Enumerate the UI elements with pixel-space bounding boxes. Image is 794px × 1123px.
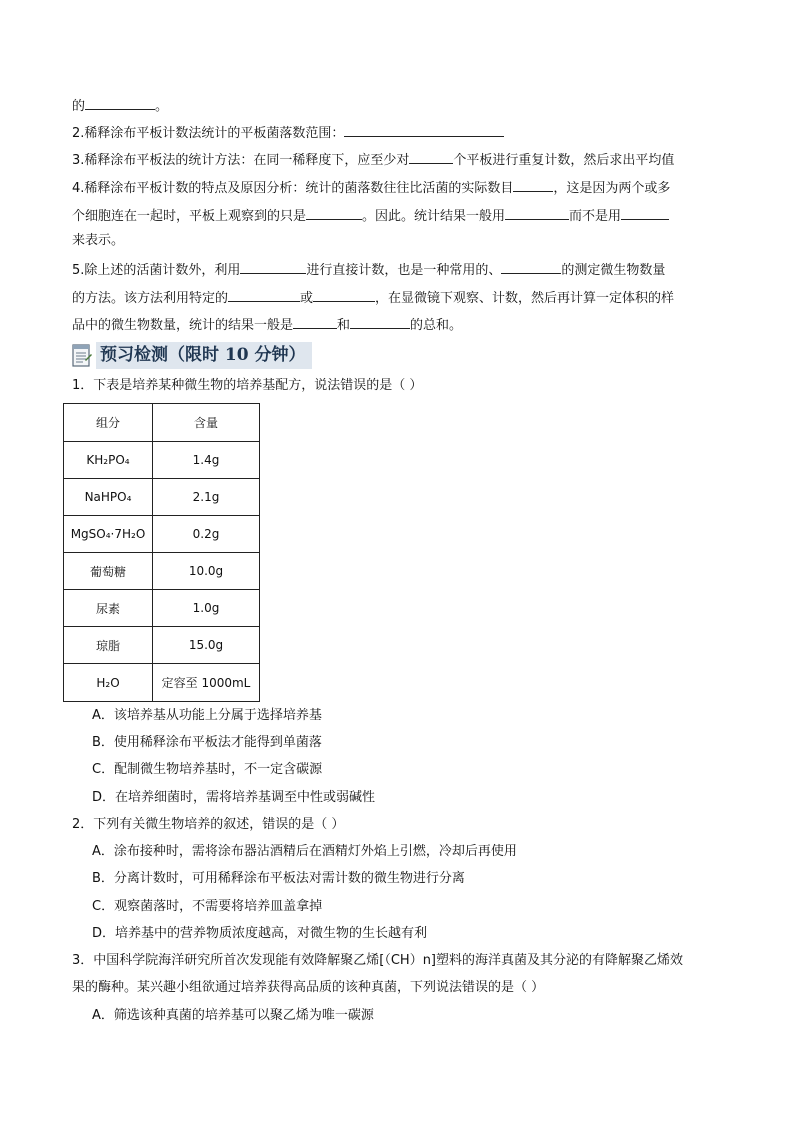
answer-blank[interactable] bbox=[501, 260, 561, 274]
table-cell: 尿素 bbox=[64, 590, 153, 627]
table-cell: 2.1g bbox=[153, 479, 260, 516]
answer-blank[interactable] bbox=[344, 123, 504, 137]
answer-blank[interactable] bbox=[228, 288, 300, 302]
table-cell: H₂O bbox=[64, 664, 153, 702]
intro-line-5: 个细胞连在一起时，平板上观察到的只是 。因此。统计结果一般用 而不是用 bbox=[72, 206, 669, 225]
section-heading bbox=[72, 342, 312, 369]
answer-blank[interactable] bbox=[621, 206, 669, 220]
option-d[interactable]: D．培养基中的营养物质浓度越高，对微生物的生长越有利 bbox=[92, 926, 428, 941]
table-cell: NaHPO₄ bbox=[64, 479, 153, 516]
question-1-stem: 1．下表是培养某种微生物的培养基配方，说法错误的是（ ） bbox=[72, 378, 423, 393]
question-3-stem: 3．中国科学院海洋研究所首次发现能有效降解聚乙烯[（CH）n]塑料的海洋真菌及其分泌的有降解聚乙烯效 bbox=[72, 953, 684, 968]
question-3-stem-cont: 果的酶种。某兴趣小组欲通过培养获得高品质的该种真菌，下列说法错误的是（ ） bbox=[72, 980, 545, 995]
intro-line-9: 品中的微生物数量，统计的结果一般是 和 的总和。 bbox=[72, 315, 462, 334]
table-header: 组分 bbox=[64, 404, 153, 442]
answer-blank[interactable] bbox=[350, 315, 410, 329]
option-d[interactable]: D．在培养细菌时，需将培养基调至中性或弱碱性 bbox=[92, 790, 376, 805]
table-cell: 0.2g bbox=[153, 516, 260, 553]
table-cell: 15.0g bbox=[153, 627, 260, 664]
table-cell: 1.4g bbox=[153, 442, 260, 479]
answer-blank[interactable] bbox=[409, 150, 453, 164]
table-row bbox=[64, 442, 260, 479]
table-row bbox=[64, 664, 260, 702]
option-b[interactable]: B．使用稀释涂布平板法才能得到单菌落 bbox=[92, 735, 322, 750]
answer-blank[interactable] bbox=[306, 206, 362, 220]
intro-line-1: 的 。 bbox=[72, 96, 168, 115]
table-cell: 定容至 1000mL bbox=[153, 664, 260, 702]
intro-line-7: 5.除上述的活菌计数外，利用 进行直接计数，也是一种常用的、 的测定微生物数量 bbox=[72, 260, 665, 279]
table-row bbox=[64, 516, 260, 553]
table-row bbox=[64, 590, 260, 627]
intro-line-4: 4.稀释涂布平板计数的特点及原因分析：统计的菌落数往往比活菌的实际数目 ，这是因为两个或多 bbox=[72, 178, 670, 197]
section-title: 预习检测（限时 10 分钟） bbox=[96, 342, 312, 369]
option-a[interactable]: A．该培养基从功能上分属于选择培养基 bbox=[92, 708, 322, 723]
table-cell: KH₂PO₄ bbox=[64, 442, 153, 479]
table-header: 含量 bbox=[153, 404, 260, 442]
intro-line-8: 的方法。该方法利用特定的 或 ，在显微镜下观察、计数，然后再计算一定体积的样 bbox=[72, 288, 674, 307]
intro-line-2: 2.稀释涂布平板计数法统计的平板菌落数范围： bbox=[72, 123, 504, 142]
table-cell: 琼脂 bbox=[64, 627, 153, 664]
table-cell: 10.0g bbox=[153, 553, 260, 590]
document-icon bbox=[72, 344, 92, 368]
table-row bbox=[64, 553, 260, 590]
question-2-stem: 2．下列有关微生物培养的叙述，错误的是（ ） bbox=[72, 817, 345, 832]
table-cell: 1.0g bbox=[153, 590, 260, 627]
table-cell: 葡萄糖 bbox=[64, 553, 153, 590]
answer-blank[interactable] bbox=[85, 96, 155, 110]
table-row bbox=[64, 627, 260, 664]
intro-line-3: 3.稀释涂布平板法的统计方法：在同一稀释度下，应至少对 个平板进行重复计数，然后求出平均值 bbox=[72, 150, 674, 169]
medium-recipe-table bbox=[63, 403, 260, 702]
option-a[interactable]: A．涂布接种时，需将涂布器沾酒精后在酒精灯外焰上引燃，冷却后再使用 bbox=[92, 844, 517, 859]
answer-blank[interactable] bbox=[513, 178, 553, 192]
option-c[interactable]: C．配制微生物培养基时，不一定含碳源 bbox=[92, 762, 323, 777]
answer-blank[interactable] bbox=[293, 315, 337, 329]
answer-blank[interactable] bbox=[505, 206, 569, 220]
table-row bbox=[64, 479, 260, 516]
option-c[interactable]: C．观察菌落时，不需要将培养皿盖拿掉 bbox=[92, 899, 323, 914]
intro-line-6: 来表示。 bbox=[72, 233, 125, 248]
answer-blank[interactable] bbox=[313, 288, 375, 302]
option-a[interactable]: A．筛选该种真菌的培养基可以聚乙烯为唯一碳源 bbox=[92, 1008, 374, 1023]
answer-blank[interactable] bbox=[240, 260, 306, 274]
table-header-row bbox=[64, 404, 260, 442]
option-b[interactable]: B．分离计数时，可用稀释涂布平板法对需计数的微生物进行分离 bbox=[92, 871, 465, 886]
table-cell: MgSO₄·7H₂O bbox=[64, 516, 153, 553]
